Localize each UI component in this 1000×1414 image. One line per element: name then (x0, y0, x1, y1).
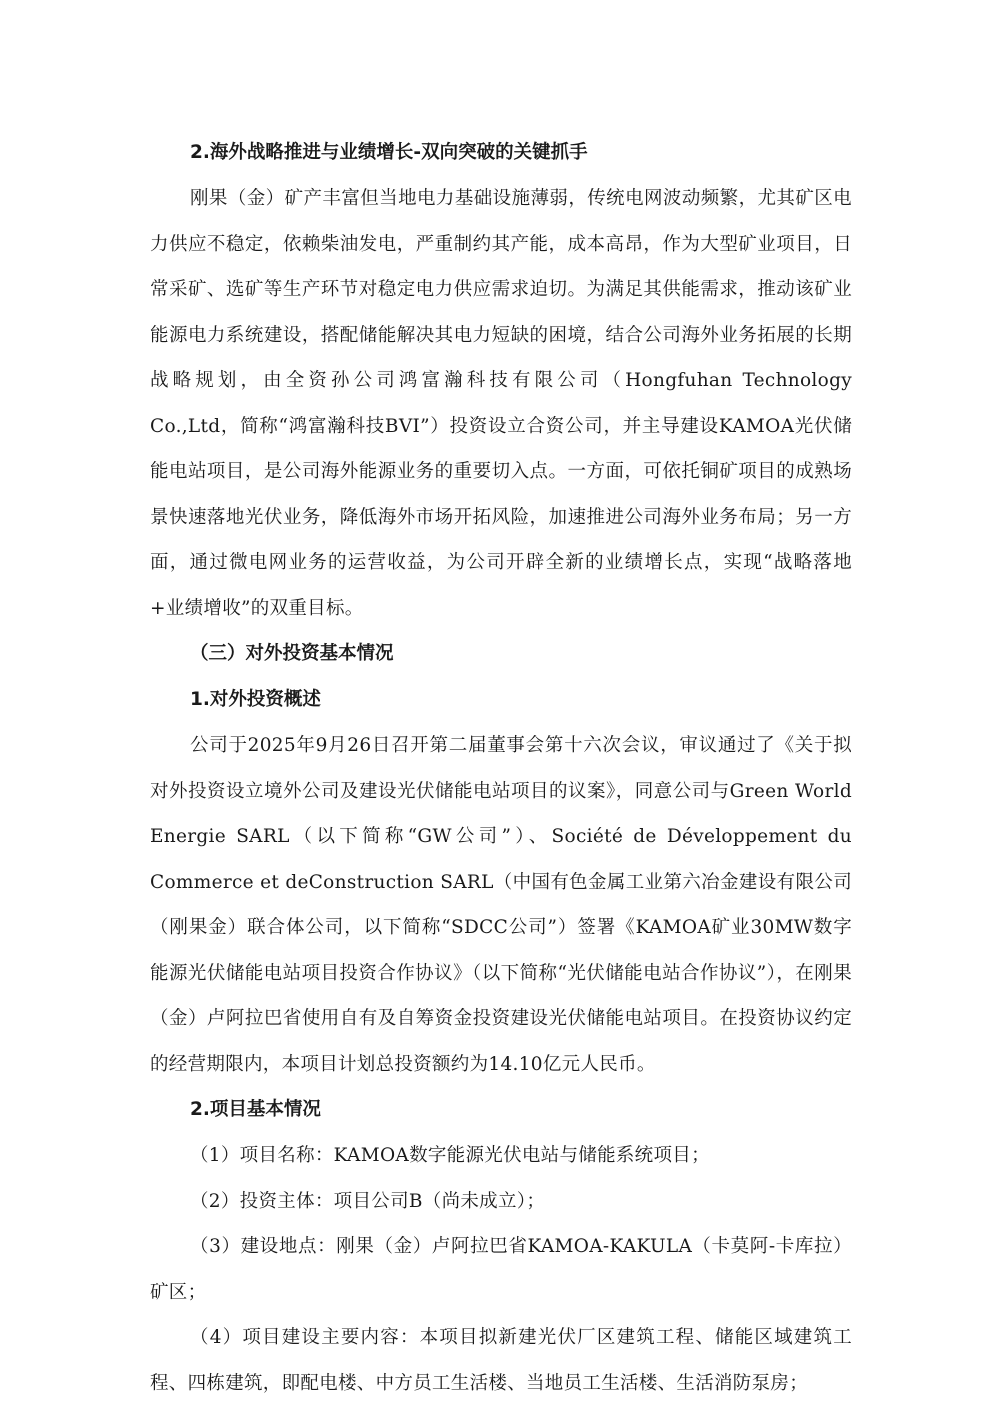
project-item-location: （3）建设地点：刚果（金）卢阿拉巴省KAMOA-KAKULA（卡莫阿-卡库拉）矿区； (150, 1236, 852, 1303)
document-page (150, 130, 852, 1406)
subsection-heading-project-basics: 2.项目基本情况 (190, 1099, 321, 1120)
investment-overview-paragraph: 公司于2025年9月26日召开第二届董事会第十六次会议，审议通过了《关于拟对外投资设立境外公司及建设光伏储能电站项目的议案》，同意公司与Green World Energie SARL（以下简称“GW公司”）、Société de Développement du Commerce et deConstruction SARL（中国有色金属工业第六冶金建设有限公司（刚果金）联合体公司，以下简称“SDCC公司”）签署《KAMOA矿业30MW数字能源光伏储能电站项目投资合作协议》（以下简称“光伏储能电站合作协议”），在刚果（金）卢阿拉巴省使用自有及自筹资金投资建设光伏储能电站项目。在投资协议约定的经营期限内，本项目计划总投资额约为14.10亿元人民币。 (150, 735, 852, 1075)
overseas-strategy-paragraph: 刚果（金）矿产丰富但当地电力基础设施薄弱，传统电网波动频繁，尤其矿区电力供应不稳定，依赖柴油发电，严重制约其产能，成本高昂，作为大型矿业项目，日常采矿、选矿等生产环节对稳定电力供应需求迫切。为满足其供能需求，推动该矿业能源电力系统建设，搭配储能解决其电力短缺的困境，结合公司海外业务拓展的长期战略规划，由全资孙公司鸿富瀚科技有限公司（Hongfuhan Technology Co.,Ltd，简称“鸿富瀚科技BVI”）投资设立合资公司，并主导建设KAMOA光伏储能电站项目，是公司海外能源业务的重要切入点。一方面，可依托铜矿项目的成熟场景快速落地光伏业务，降低海外市场开拓风险，加速推进公司海外业务布局；另一方面，通过微电网业务的运营收益，为公司开辟全新的业绩增长点，实现“战略落地+业绩增收”的双重目标。 (150, 188, 852, 619)
project-item-investor: （2）投资主体：项目公司B（尚未成立）； (190, 1190, 546, 1212)
section-heading-investment-basics: （三）对外投资基本情况 (190, 643, 394, 664)
subsection-heading-investment-overview: 1.对外投资概述 (190, 689, 321, 710)
project-item-construction-content: （4）项目建设主要内容：本项目拟新建光伏厂区建筑工程、储能区域建筑工程、四栋建筑，即配电楼、中方员工生活楼、当地员工生活楼、生活消防泵房； (150, 1327, 852, 1394)
section-heading-overseas-strategy: 2.海外战略推进与业绩增长-双向突破的关键抓手 (190, 142, 588, 163)
project-item-name: （1）项目名称：KAMOA数字能源光伏电站与储能系统项目； (190, 1145, 710, 1166)
